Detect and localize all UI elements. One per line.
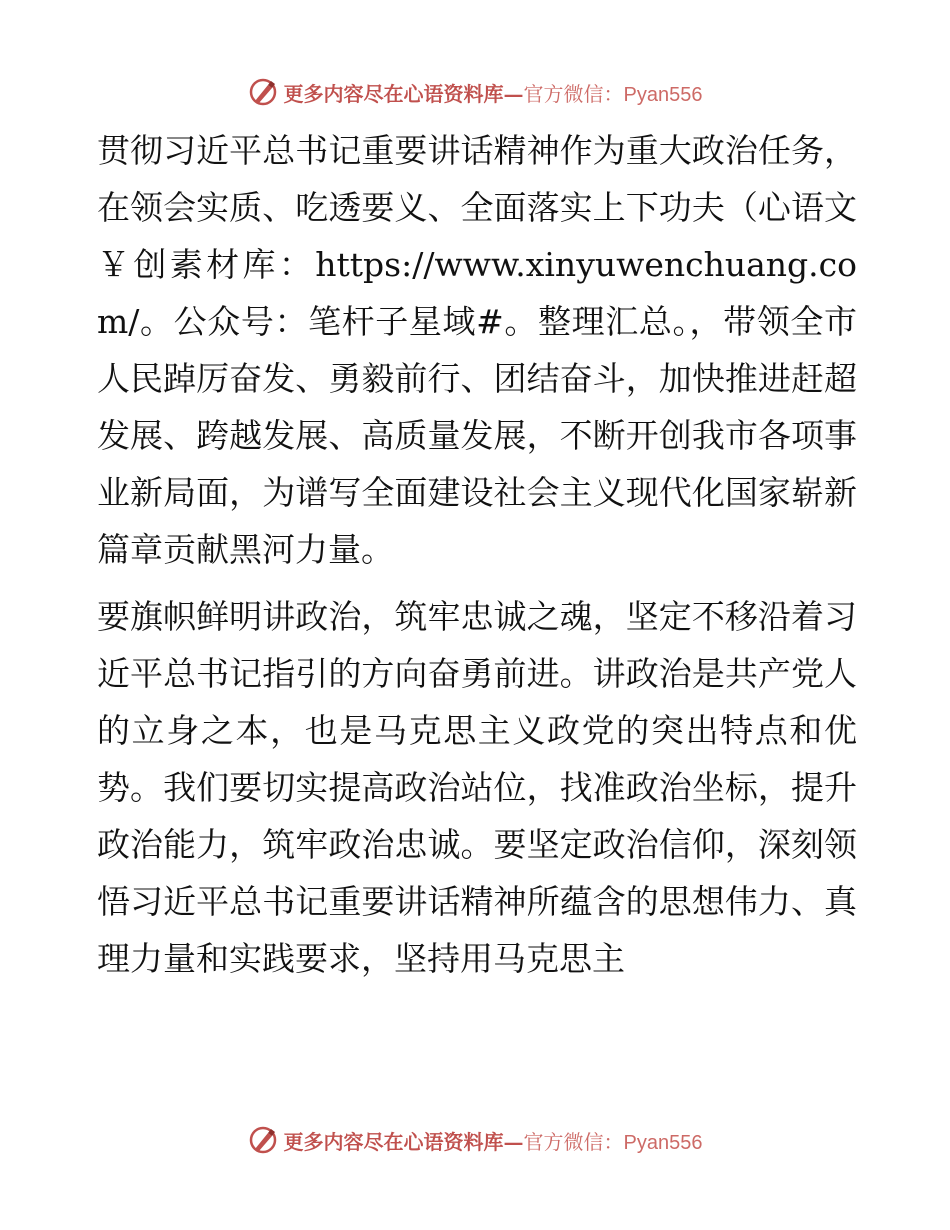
header-watermark-text bbox=[284, 78, 703, 107]
header-wechat-text: 官方微信：Pyan556 bbox=[523, 83, 703, 106]
header-watermark-banner bbox=[0, 72, 950, 112]
quill-pen-logo-icon bbox=[248, 77, 278, 107]
footer-watermark-text bbox=[284, 1126, 703, 1155]
document-body bbox=[97, 122, 857, 987]
footer-wechat-text: 官方微信：Pyan556 bbox=[523, 1131, 703, 1154]
paragraph-2: 要旗帜鲜明讲政治，筑牢忠诚之魂，坚定不移沿着习近平总书记指引的方向奋勇前进。讲政治是共产党人的立身之本，也是马克思主义政党的突出特点和优势。我们要切实提高政治站位，找准政治坐标，提升政治能力，筑牢政治忠诚。要坚定政治信仰，深刻领悟习近平总书记重要讲话精神所蕴含的思想伟力、真理力量和实践要求，坚持用马克思主 bbox=[97, 597, 857, 978]
footer-separator: — bbox=[503, 1129, 524, 1154]
header-separator: — bbox=[503, 81, 524, 106]
quill-pen-logo-icon bbox=[248, 1125, 278, 1155]
header-brand-text: 更多内容尽在心语资料库 bbox=[283, 81, 504, 106]
footer-watermark-banner bbox=[0, 1120, 950, 1160]
footer-brand-text: 更多内容尽在心语资料库 bbox=[283, 1129, 504, 1154]
paragraph-1: 贯彻习近平总书记重要讲话精神作为重大政治任务，在领会实质、吃透要义、全面落实上下功夫（心语文￥创素材库：https://www.xinyuwenchuang.com/。公众号：笔杆子星域#。整理汇总。，带领全市人民踔厉奋发、勇毅前行、团结奋斗，加快推进赶超发展、跨越发展、高质量发展，不断开创我市各项事业新局面，为谱写全面建设社会主义现代化国家崭新篇章贡献黑河力量。 bbox=[97, 131, 857, 569]
